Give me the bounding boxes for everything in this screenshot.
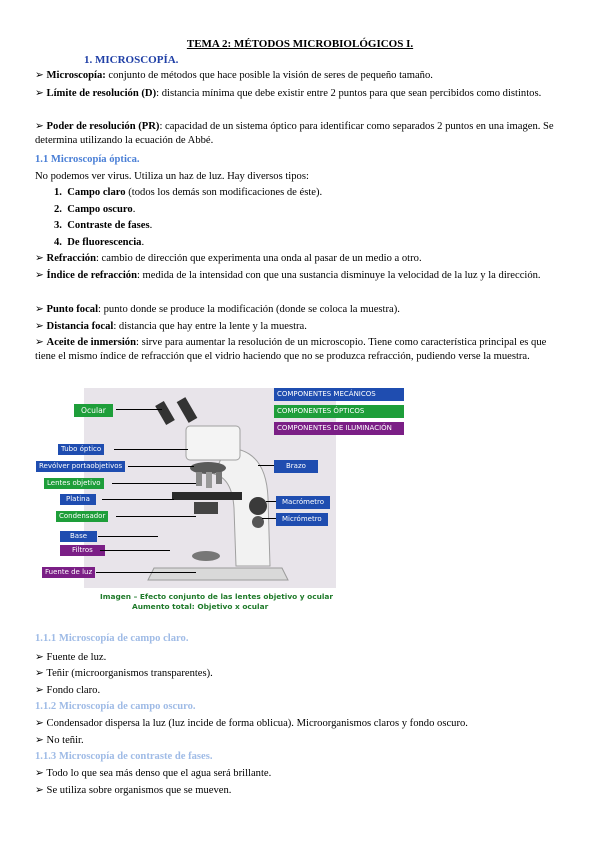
pointer-line <box>114 449 188 450</box>
pointer-line <box>262 518 276 519</box>
definition-poder-resolucion <box>35 120 565 148</box>
list-text: Condensador dispersa la luz (luz incide de forma oblicua). Microorganismos claros y fondo oscuro. <box>46 718 468 729</box>
label-macrometro: Macrómetro <box>276 496 330 509</box>
item-rest: . <box>132 204 136 215</box>
bullet-icon: ➢ <box>35 718 44 729</box>
term: Punto focal <box>46 304 99 315</box>
list-text: Todo lo que sea más denso que el agua será brillante. <box>46 768 272 779</box>
list-item <box>35 767 565 781</box>
bullet-icon: ➢ <box>35 253 44 264</box>
item-rest: . <box>141 237 145 248</box>
light-source <box>192 551 220 561</box>
item-number: 2. <box>54 204 62 215</box>
definition-text: : medida de la intensidad con que una sustancia disminuye la velocidad de la luz y la dirección. <box>136 270 541 281</box>
bullet-icon: ➢ <box>35 652 44 663</box>
item-name: Campo oscuro <box>67 204 133 215</box>
intro-text: No podemos ver virus. Utiliza un haz de luz. Hay diversos tipos: <box>35 171 309 182</box>
label-base: Base <box>60 531 97 542</box>
item-number: 3. <box>54 220 62 231</box>
definition-refraccion <box>35 252 565 266</box>
objective <box>196 472 202 486</box>
bullet-icon: ➢ <box>35 785 44 796</box>
bullet-icon: ➢ <box>35 321 44 332</box>
definition-text: : distancia que hay entre la lente y la muestra. <box>113 321 307 332</box>
definition-text: : punto donde se produce la modificación (donde se coloca la muestra). <box>98 304 400 315</box>
objective <box>206 472 212 488</box>
pointer-line <box>258 465 274 466</box>
list-item <box>35 717 565 731</box>
type-item <box>54 203 135 217</box>
term: Poder de resolución (PR) <box>46 121 160 132</box>
list-text: Fondo claro. <box>46 685 101 696</box>
legend-iluminacion: COMPONENTES DE ILUMINACIÓN <box>274 422 404 435</box>
objective <box>216 472 222 484</box>
term: Aceite de inmersión <box>46 337 136 348</box>
bullet-icon: ➢ <box>35 337 44 348</box>
label-ocular: Ocular <box>74 404 113 417</box>
bullet-icon: ➢ <box>35 768 44 779</box>
list-item <box>35 667 565 681</box>
coarse-knob <box>249 497 267 515</box>
pointer-line <box>116 409 162 410</box>
term: Distancia focal <box>46 321 114 332</box>
subsection-heading-contraste-fases: 1.1.3 Microscopía de contraste de fases. <box>35 751 213 762</box>
subsection-heading-optica: 1.1 Microscopía óptica. <box>35 154 140 165</box>
label-brazo: Brazo <box>274 460 318 473</box>
list-item <box>35 651 565 665</box>
label-filtros: Filtros <box>60 545 105 556</box>
list-text: Se utiliza sobre organismos que se mueven. <box>46 785 232 796</box>
definition-indice-refraccion <box>35 269 565 283</box>
pointer-line <box>102 499 174 500</box>
pointer-line <box>128 466 194 467</box>
item-rest: (todos los demás son modificaciones de éste). <box>125 187 323 198</box>
bullet-icon: ➢ <box>35 304 44 315</box>
definition-text: : capacidad de un sistema óptico para identificar como separados 2 puntos en una imagen. Se determina utilizando la ecuación de Abbé. <box>35 121 554 146</box>
definition-text: : cambio de dirección que experimenta una onda al pasar de un medio a otro. <box>95 253 422 264</box>
term: Límite de resolución (D) <box>46 88 157 99</box>
item-number: 1. <box>54 187 62 198</box>
definition-text: conjunto de métodos que hace posible la visión de seres de pequeño tamaño. <box>105 70 433 81</box>
pointer-line <box>96 572 196 573</box>
definition-text: : sirve para aumentar la resolución de un microscopio. Tiene como característica principal es que tiene el mismo índice de refracción que el vidrio haciendo que no se produzca refracción, pudiendo verse la muestra. <box>35 337 547 362</box>
definition-distancia-focal <box>35 320 565 334</box>
definition-aceite-inmersion <box>35 336 565 364</box>
bullet-icon: ➢ <box>35 88 44 99</box>
definition-microscopia <box>35 69 565 83</box>
type-item <box>54 186 322 200</box>
label-tubo-optico: Tubo óptico <box>58 444 104 455</box>
item-name: Contraste de fases <box>67 220 150 231</box>
list-text: No teñir. <box>46 735 84 746</box>
pointer-line <box>112 483 196 484</box>
pointer-line <box>116 516 196 517</box>
bullet-icon: ➢ <box>35 270 44 281</box>
label-micrometro: Micrómetro <box>276 513 328 526</box>
type-item <box>54 236 144 250</box>
list-item <box>35 734 565 748</box>
document-title: TEMA 2: MÉTODOS MICROBIOLÓGICOS I. <box>186 38 414 50</box>
definition-limite-resolucion <box>35 87 565 101</box>
bullet-icon: ➢ <box>35 735 44 746</box>
term: Índice de refracción <box>46 270 137 281</box>
subsection-heading-campo-claro: 1.1.1 Microscopía de campo claro. <box>35 633 189 644</box>
list-text: Fuente de luz. <box>46 652 107 663</box>
bullet-icon: ➢ <box>35 668 44 679</box>
item-number: 4. <box>54 237 62 248</box>
microscope-head <box>186 426 240 460</box>
term: Microscopía: <box>46 70 106 81</box>
item-rest: . <box>149 220 153 231</box>
definition-punto-focal <box>35 303 565 317</box>
legend-opticos: COMPONENTES ÓPTICOS <box>274 405 404 418</box>
pointer-line <box>98 536 158 537</box>
pointer-line <box>100 550 170 551</box>
subsection-heading-campo-oscuro: 1.1.2 Microscopía de campo oscuro. <box>35 701 196 712</box>
list-item <box>35 784 565 798</box>
section-heading-microscopia: 1. MICROSCOPÍA. <box>84 54 179 66</box>
item-name: De fluorescencia <box>67 237 142 248</box>
microscope-figure <box>36 388 416 610</box>
bullet-icon: ➢ <box>35 121 44 132</box>
figure-caption: Imagen – Efecto conjunto de las lentes objetivo y ocular <box>100 592 334 601</box>
item-name: Campo claro <box>67 187 126 198</box>
legend-mecanicos: COMPONENTES MECÁNICOS <box>274 388 404 401</box>
type-item <box>54 219 152 233</box>
term: Refracción <box>46 253 96 264</box>
figure-caption-formula: Aumento total: Objetivo x ocular <box>132 602 269 611</box>
bullet-icon: ➢ <box>35 70 44 81</box>
label-condensador: Condensador <box>56 511 108 522</box>
definition-text: : distancia mínima que debe existir entre 2 puntos para que sean percibidos como distintos. <box>156 88 542 99</box>
list-text: Teñir (microorganismos transparentes). <box>46 668 213 679</box>
label-fuente-de-luz: Fuente de luz <box>42 567 95 578</box>
bullet-icon: ➢ <box>35 685 44 696</box>
list-item <box>35 684 565 698</box>
label-lentes-objetivo: Lentes objetivo <box>44 478 104 489</box>
label-revolver-portaobjetivos: Revólver portaobjetivos <box>36 461 125 472</box>
condenser <box>194 502 218 514</box>
pointer-line <box>266 501 276 502</box>
microscope-base <box>148 568 288 580</box>
stage <box>172 492 242 500</box>
label-platina: Platina <box>60 494 96 505</box>
